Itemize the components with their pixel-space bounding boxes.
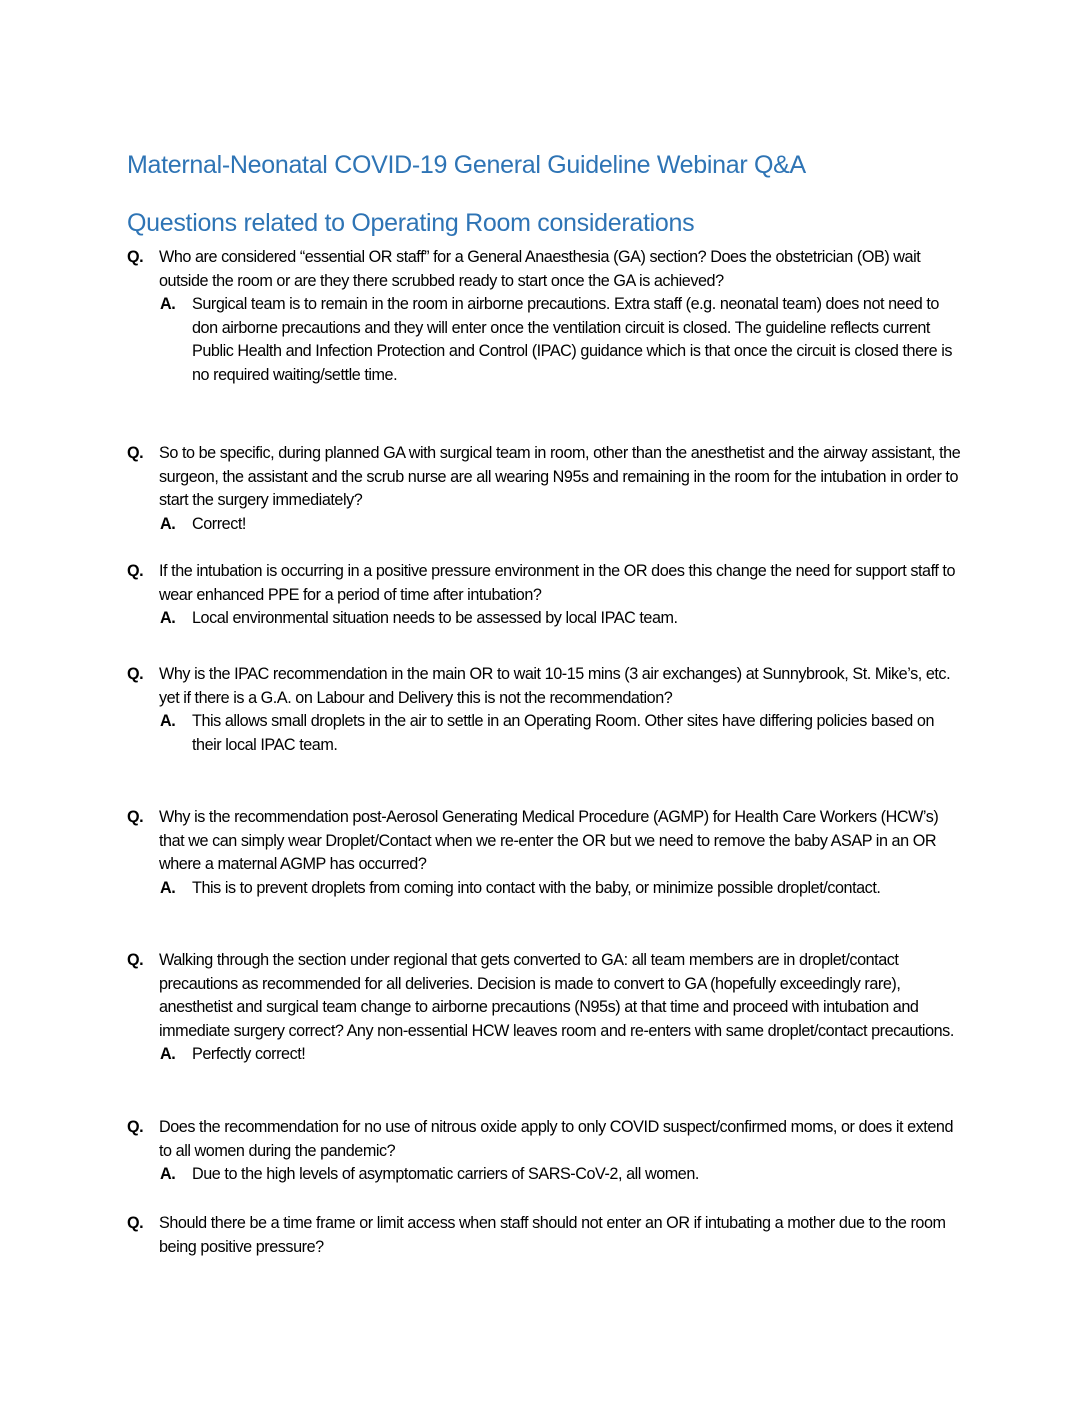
answer-text: Correct! [192,514,246,533]
question-text: Why is the recommendation post-Aerosol Generating Medical Procedure (AGMP) for Health Care Workers (HCW’s) that we can simply wear Droplet/Contact when we re-enter the OR but we need to remove the baby ASAP in an OR where a maternal AGMP has occurred? [159,808,939,874]
question [127,949,967,1043]
question-text: Should there be a time frame or limit access when staff should not enter an OR if intubating a mother due to the room being positive pressure? [159,1214,946,1256]
qa-item [127,442,967,536]
question-marker: Q. [127,1118,144,1136]
answer-marker: A. [160,1165,176,1184]
answer-text: Due to the high levels of asymptomatic carriers of SARS-CoV-2, all women. [192,1165,699,1184]
question-text: If the intubation is occurring in a positive pressure environment in the OR does this change the need for support staff to wear enhanced PPE for a period of time after intubation? [159,562,956,604]
question-text: Does the recommendation for no use of nitrous oxide apply to only COVID suspect/confirmed moms, or does it extend to all women during the pandemic? [159,1118,954,1160]
question-marker: Q. [127,248,144,266]
question-marker: Q. [127,444,144,462]
question [127,1212,967,1259]
question-marker: Q. [127,562,144,580]
answer-marker: A. [160,295,176,314]
qa-item [127,1116,967,1187]
question [127,806,967,877]
answer [127,607,967,631]
question [127,442,967,513]
question-marker: Q. [127,951,144,969]
question-marker: Q. [127,665,144,683]
question-marker: Q. [127,1214,144,1232]
question [127,663,967,710]
question-marker: Q. [127,808,144,826]
question-text: So to be specific, during planned GA with surgical team in room, other than the anesthetist and the airway assistant, the surgeon, the assistant and the scrub nurse are all wearing N95s and remaining in the room for the intubation in order to start the surgery immediately? [159,444,961,510]
answer-marker: A. [160,514,176,533]
question-text: Who are considered “essential OR staff” for a General Anaesthesia (GA) section? Does the obstetrician (OB) wait outside the room or are they there scrubbed ready to start once the GA is achieved? [159,248,921,290]
answer-text: Perfectly correct! [192,1045,306,1064]
qa-item [127,949,967,1067]
question-text: Walking through the section under regional that gets converted to GA: all team members are in droplet/contact precautions as recommended for all deliveries. Decision is made to convert to GA (hopefully exceedingly rare), anesthetist and surgical team change to airborne precautions (N95s) at that time and proceed with intubation and immediate surgery correct? Any non-essential HCW leaves room and re-enters with same droplet/contact precautions. [159,951,954,1040]
question-text: Why is the IPAC recommendation in the main OR to wait 10-15 mins (3 air exchanges) at Sunnybrook, St. Mike’s, etc. yet if there is a G.A. on Labour and Delivery this is not the recommendation? [159,665,951,707]
question [127,246,967,293]
document-title: Maternal-Neonatal COVID-19 General Guideline Webinar Q&A [127,151,806,179]
section-heading: Questions related to Operating Room considerations [127,209,695,237]
question [127,1116,967,1163]
qa-item [127,560,967,631]
qa-item [127,246,967,388]
qa-item [127,1212,967,1259]
answer [127,710,967,757]
answer-text: Local environmental situation needs to be assessed by local IPAC team. [192,609,678,628]
answer-text: This is to prevent droplets from coming into contact with the baby, or minimize possible droplet/contact. [192,878,881,897]
answer-marker: A. [160,878,176,897]
answer [127,877,967,901]
qa-item [127,663,967,757]
answer [127,513,967,537]
qa-item [127,806,967,900]
answer-text: This allows small droplets in the air to settle in an Operating Room. Other sites have differing policies based on their local IPAC team. [192,712,934,754]
answer-text: Surgical team is to remain in the room in airborne precautions. Extra staff (e.g. neonatal team) does not need to don airborne precautions and they will enter once the ventilation circuit is closed. The guideline reflects current Public Health and Infection Protection and Control (IPAC) guidance which is that once the circuit is closed there is no required waiting/settle time. [192,295,952,384]
answer [127,1163,967,1187]
question [127,560,967,607]
answer [127,293,967,387]
answer [127,1043,967,1067]
answer-marker: A. [160,609,176,628]
answer-marker: A. [160,1045,176,1064]
answer-marker: A. [160,712,176,731]
